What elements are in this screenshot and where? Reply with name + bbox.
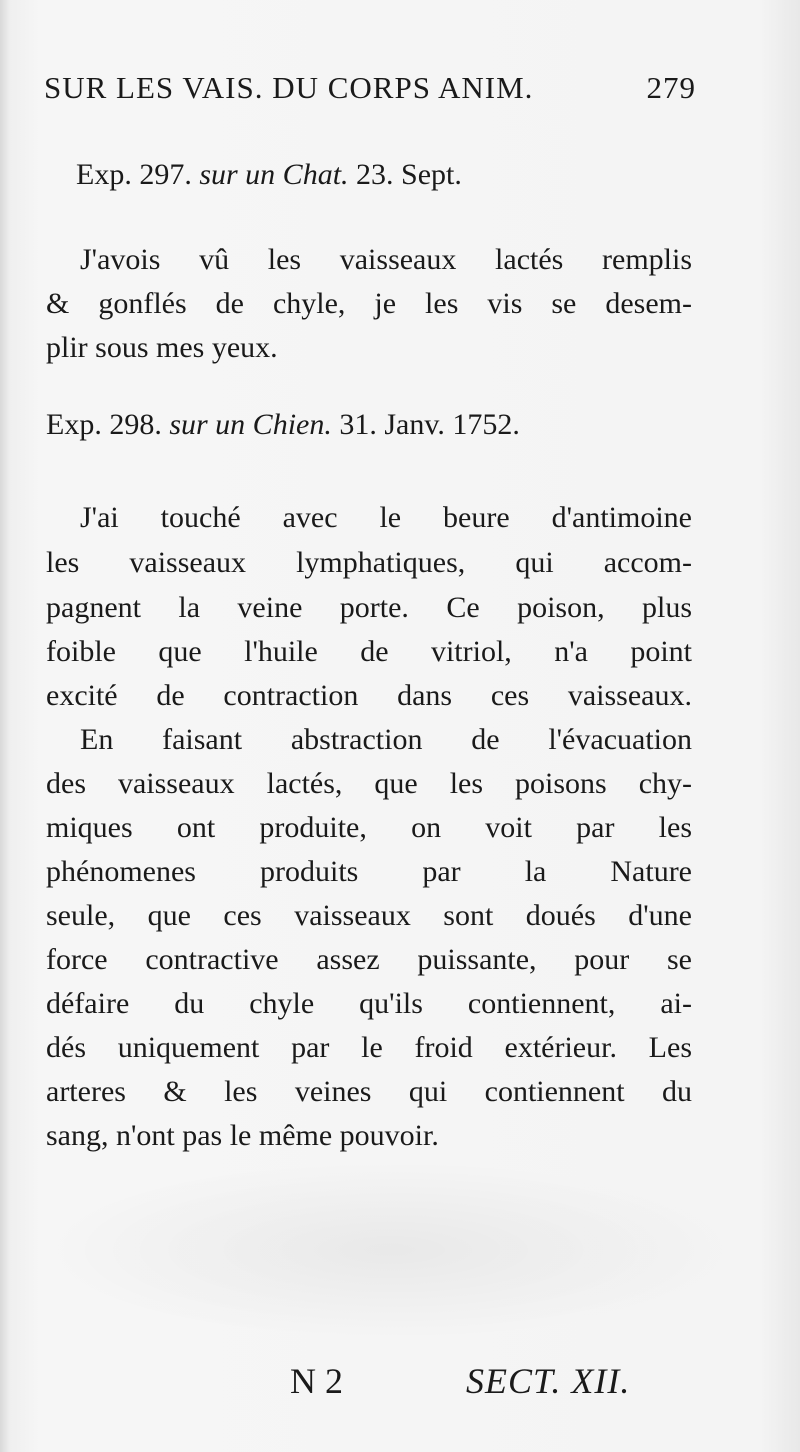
text-line: force contractive assez puissante, pour se (46, 943, 692, 976)
show-through-shadow (40, 1160, 740, 1340)
text-line: phénomenes produits par la Nature (46, 855, 692, 888)
text-line: J'avois vû les vaisseaux lactés remplis (80, 243, 692, 276)
text-line: seule, que ces vaisseaux sont doués d'une (46, 899, 692, 932)
text-line: pagnent la veine porte. Ce poison, plus (46, 591, 692, 624)
text-line: miques ont produite, on voit par les (46, 811, 692, 844)
text-line: dés uniquement par le froid extérieur. Les (46, 1031, 692, 1064)
text-line: les vaisseaux lymphatiques, qui accom- (46, 546, 692, 579)
experiment-heading-298 (46, 408, 520, 442)
signature-mark: N 2 (290, 1361, 343, 1401)
text-line: sang, n'ont pas le même pouvoir. (46, 1119, 439, 1152)
text-line: arteres & les veines qui contiennent du (46, 1075, 692, 1108)
text-line: plir sous mes yeux. (46, 331, 278, 364)
text-line: J'ai touché avec le beure d'antimoine (80, 501, 692, 534)
experiment-subject: sur un Chien. (169, 408, 332, 441)
page-number: 279 (646, 70, 696, 105)
text-line: En faisant abstraction de l'évacuation (80, 723, 692, 756)
running-head (44, 70, 696, 106)
experiment-label: Exp. 297. (76, 158, 192, 191)
experiment-date: 31. Janv. 1752. (339, 408, 520, 441)
text-line: défaire du chyle qu'ils contiennent, ai- (46, 987, 692, 1020)
experiment-heading-297 (76, 158, 462, 192)
experiment-label: Exp. 298. (46, 408, 162, 441)
experiment-subject: sur un Chat. (199, 158, 349, 191)
running-title: SUR LES VAIS. DU CORPS ANIM. (44, 70, 534, 105)
text-line: foible que l'huile de vitriol, n'a point (46, 635, 692, 668)
text-line: excité de contraction dans ces vaisseaux. (46, 679, 692, 712)
experiment-date: 23. Sept. (356, 158, 462, 191)
text-line: & gonflés de chyle, je les vis se desem- (46, 287, 692, 320)
text-line: des vaisseaux lactés, que les poisons chy- (46, 767, 692, 800)
catchword: SECT. XII. (466, 1361, 631, 1401)
